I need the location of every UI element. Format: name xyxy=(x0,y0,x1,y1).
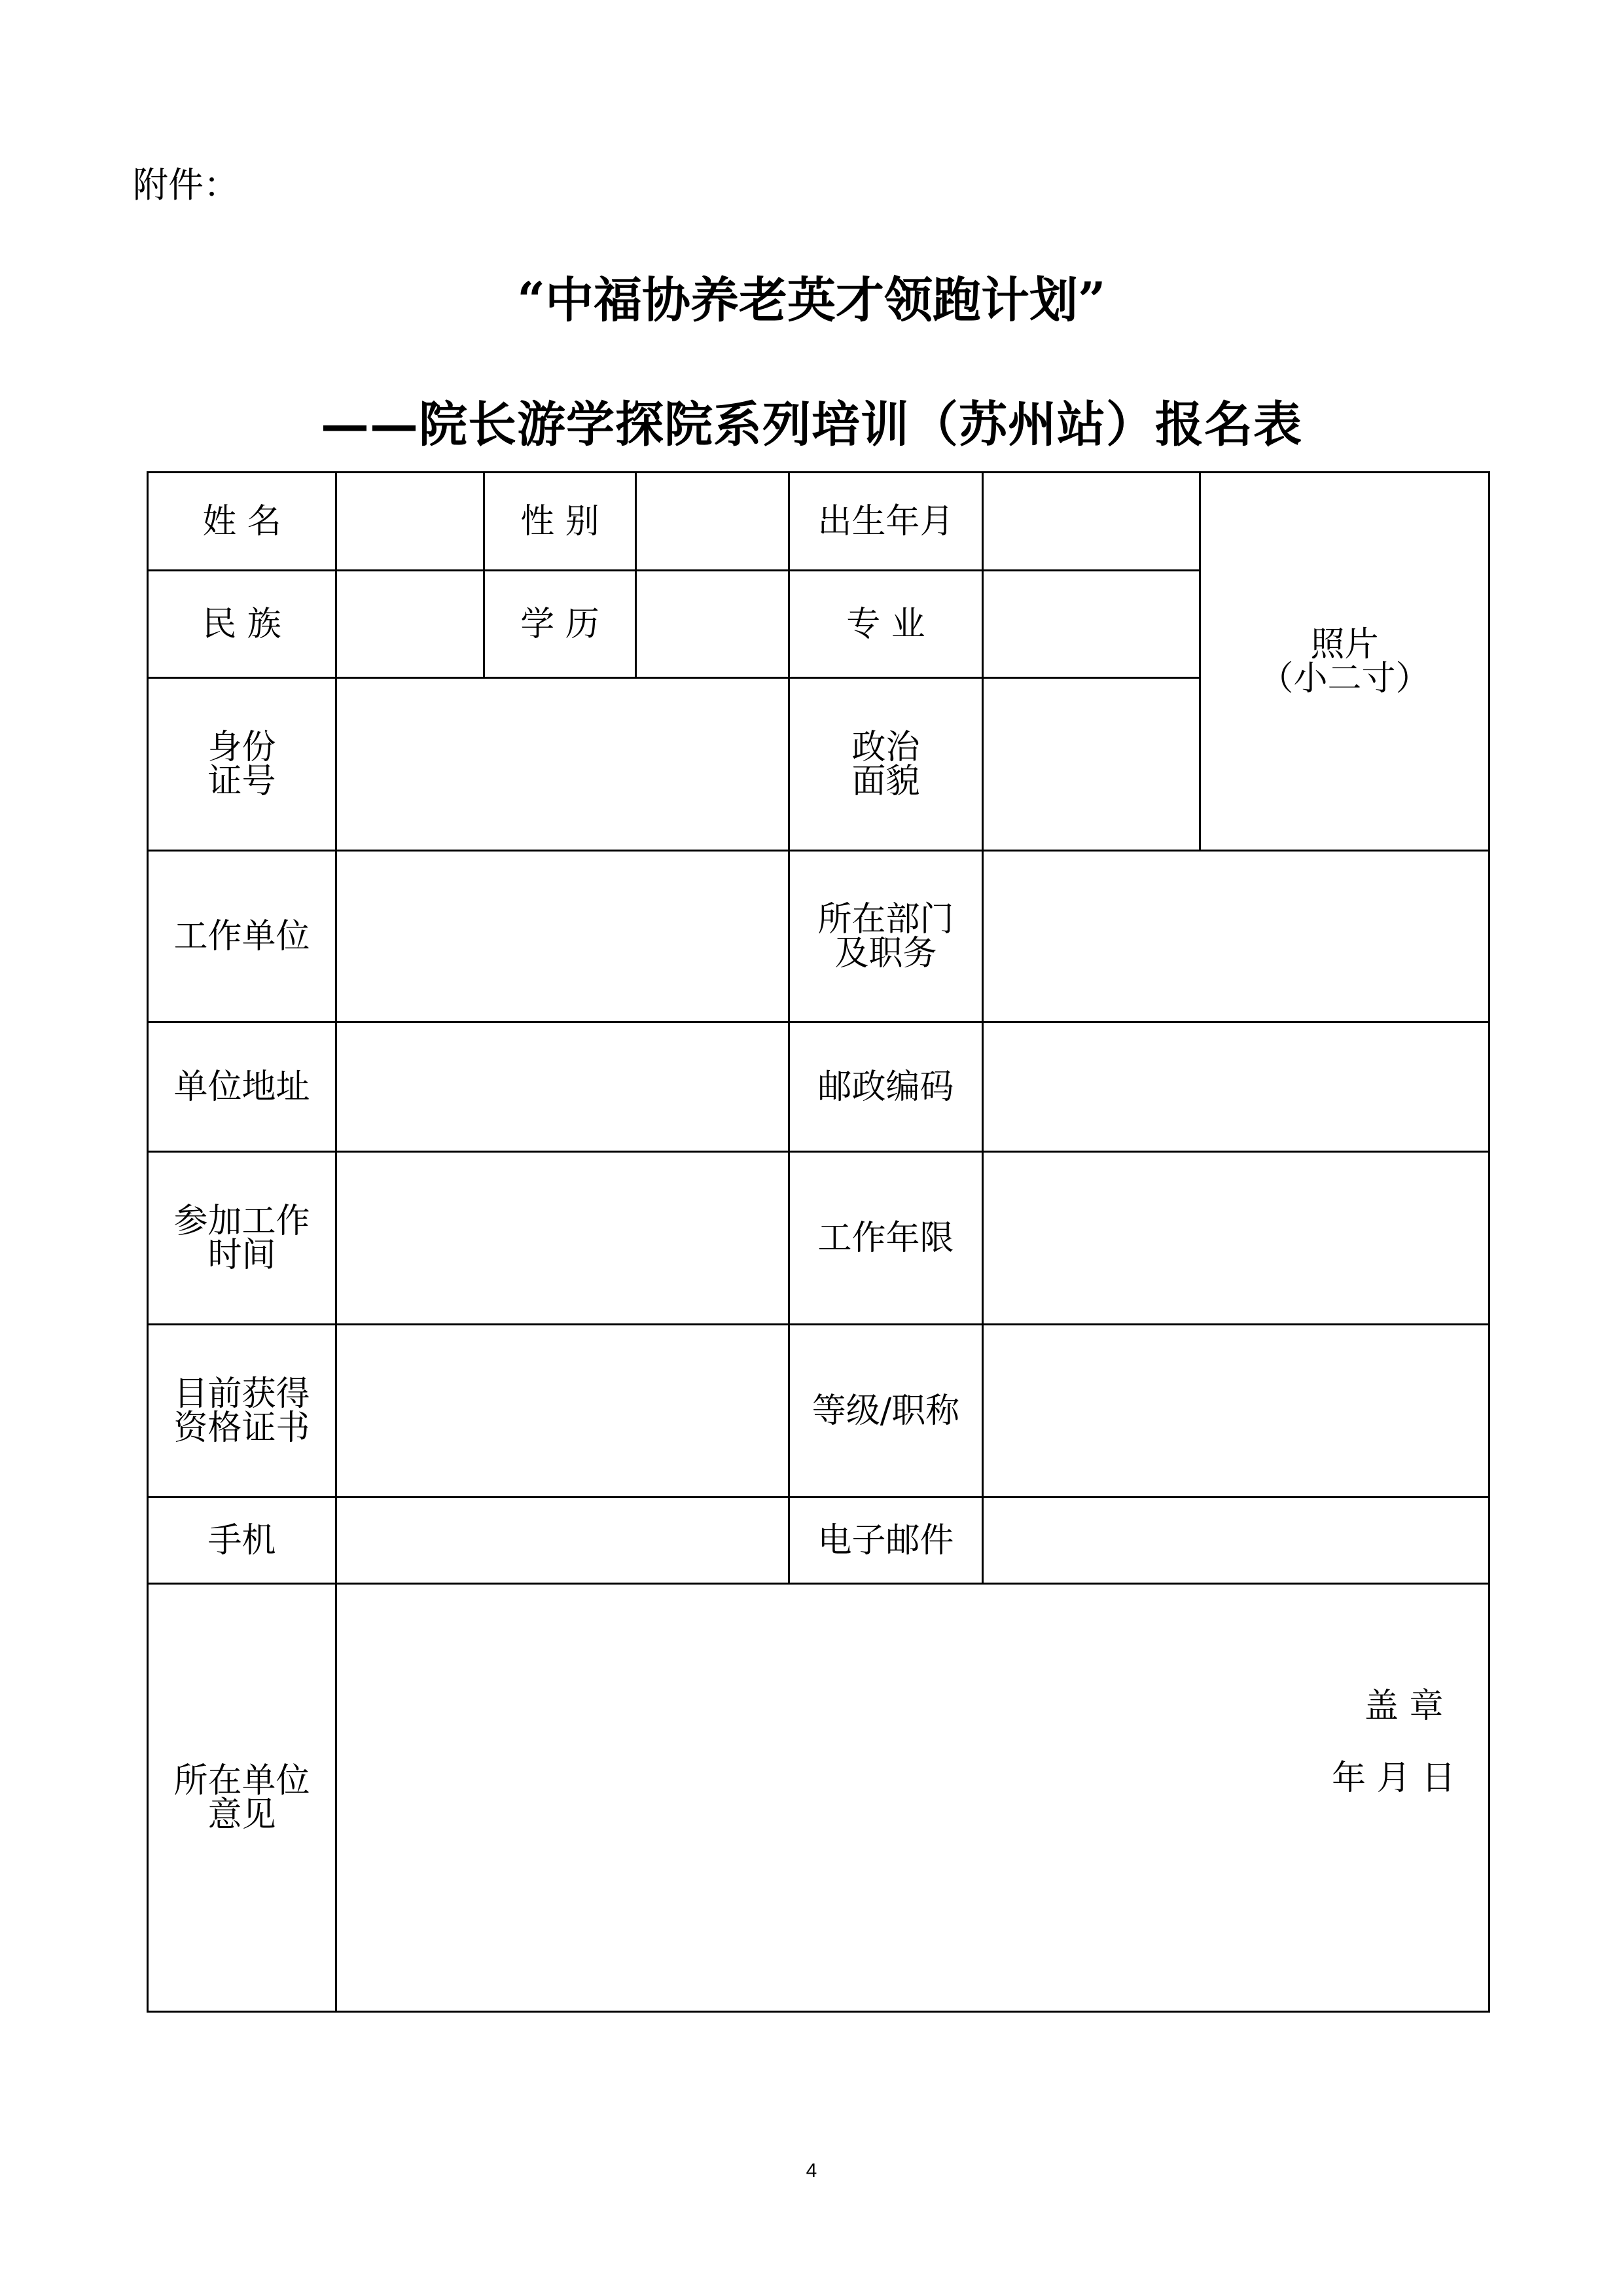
political-label-line1: 政治 xyxy=(851,727,920,767)
birth-field[interactable] xyxy=(983,473,1200,571)
department-field[interactable] xyxy=(983,851,1489,1022)
dept-label-line1: 所在部门 xyxy=(817,899,954,939)
mobile-field[interactable] xyxy=(336,1498,789,1584)
id-label-line2: 证号 xyxy=(207,761,276,801)
dept-label-line2: 及职务 xyxy=(834,933,937,973)
id-number-label xyxy=(148,678,336,851)
form-row-6 xyxy=(148,1152,1489,1325)
unit-address-field[interactable] xyxy=(336,1022,789,1152)
form-title-line2: ——院长游学探院系列培训（苏州站）报名表 xyxy=(321,397,1302,453)
postcode-label: 邮政编码 xyxy=(789,1022,983,1152)
form-row-4 xyxy=(148,851,1489,1022)
work-start-field[interactable] xyxy=(336,1152,789,1325)
grade-label: 等级/职称 xyxy=(789,1325,983,1498)
unit-opinion-label xyxy=(148,1584,336,2012)
political-label-line2: 面貌 xyxy=(851,761,920,801)
department-label xyxy=(789,851,983,1022)
work-unit-label: 工作单位 xyxy=(148,851,336,1022)
unit-opinion-field[interactable] xyxy=(336,1584,1489,2012)
postcode-field[interactable] xyxy=(983,1022,1489,1152)
education-label: 学 历 xyxy=(484,571,636,678)
ethnicity-label: 民 族 xyxy=(148,571,336,678)
gender-label: 性 别 xyxy=(484,473,636,571)
major-field[interactable] xyxy=(983,571,1200,678)
photo-label: 照片 xyxy=(1310,624,1379,664)
registration-form-table xyxy=(147,471,1490,2013)
cert-label-line2: 资格证书 xyxy=(173,1408,310,1448)
name-label: 姓 名 xyxy=(148,473,336,571)
form-row-1 xyxy=(148,473,1489,571)
opinion-label-line1: 所在单位 xyxy=(173,1761,310,1801)
form-title-line1: “中福协养老英才领跑计划” xyxy=(517,272,1106,329)
work-start-label-line1: 参加工作 xyxy=(173,1201,310,1241)
gender-field[interactable] xyxy=(636,473,789,571)
form-row-5 xyxy=(148,1022,1489,1152)
work-start-label xyxy=(148,1152,336,1325)
birth-label: 出生年月 xyxy=(789,473,983,571)
political-status-label xyxy=(789,678,983,851)
work-years-label: 工作年限 xyxy=(789,1152,983,1325)
work-unit-field[interactable] xyxy=(336,851,789,1022)
unit-address-label: 单位地址 xyxy=(148,1022,336,1152)
form-row-8 xyxy=(148,1498,1489,1584)
id-label-line1: 身份 xyxy=(207,727,276,767)
photo-box[interactable] xyxy=(1200,473,1489,851)
form-row-9 xyxy=(148,1584,1489,2012)
seal-label: 盖 章 xyxy=(1364,1687,1444,1726)
education-field[interactable] xyxy=(636,571,789,678)
attachment-label: 附件： xyxy=(133,164,239,206)
ethnicity-field[interactable] xyxy=(336,571,484,678)
email-label: 电子邮件 xyxy=(789,1498,983,1584)
id-number-field[interactable] xyxy=(336,678,789,851)
email-field[interactable] xyxy=(983,1498,1489,1584)
photo-size-label: （小二寸） xyxy=(1259,658,1430,698)
page-number: 4 xyxy=(806,2160,817,2181)
work-years-field[interactable] xyxy=(983,1152,1489,1325)
work-start-label-line2: 时间 xyxy=(207,1235,276,1275)
date-label: 年 月 日 xyxy=(1332,1759,1456,1798)
name-field[interactable] xyxy=(336,473,484,571)
cert-label-line1: 目前获得 xyxy=(173,1374,310,1414)
mobile-label: 手机 xyxy=(148,1498,336,1584)
major-label: 专 业 xyxy=(789,571,983,678)
political-status-field[interactable] xyxy=(983,678,1200,851)
certificate-field[interactable] xyxy=(336,1325,789,1498)
certificate-label xyxy=(148,1325,336,1498)
grade-field[interactable] xyxy=(983,1325,1489,1498)
opinion-label-line2: 意见 xyxy=(207,1795,276,1835)
form-row-7 xyxy=(148,1325,1489,1498)
